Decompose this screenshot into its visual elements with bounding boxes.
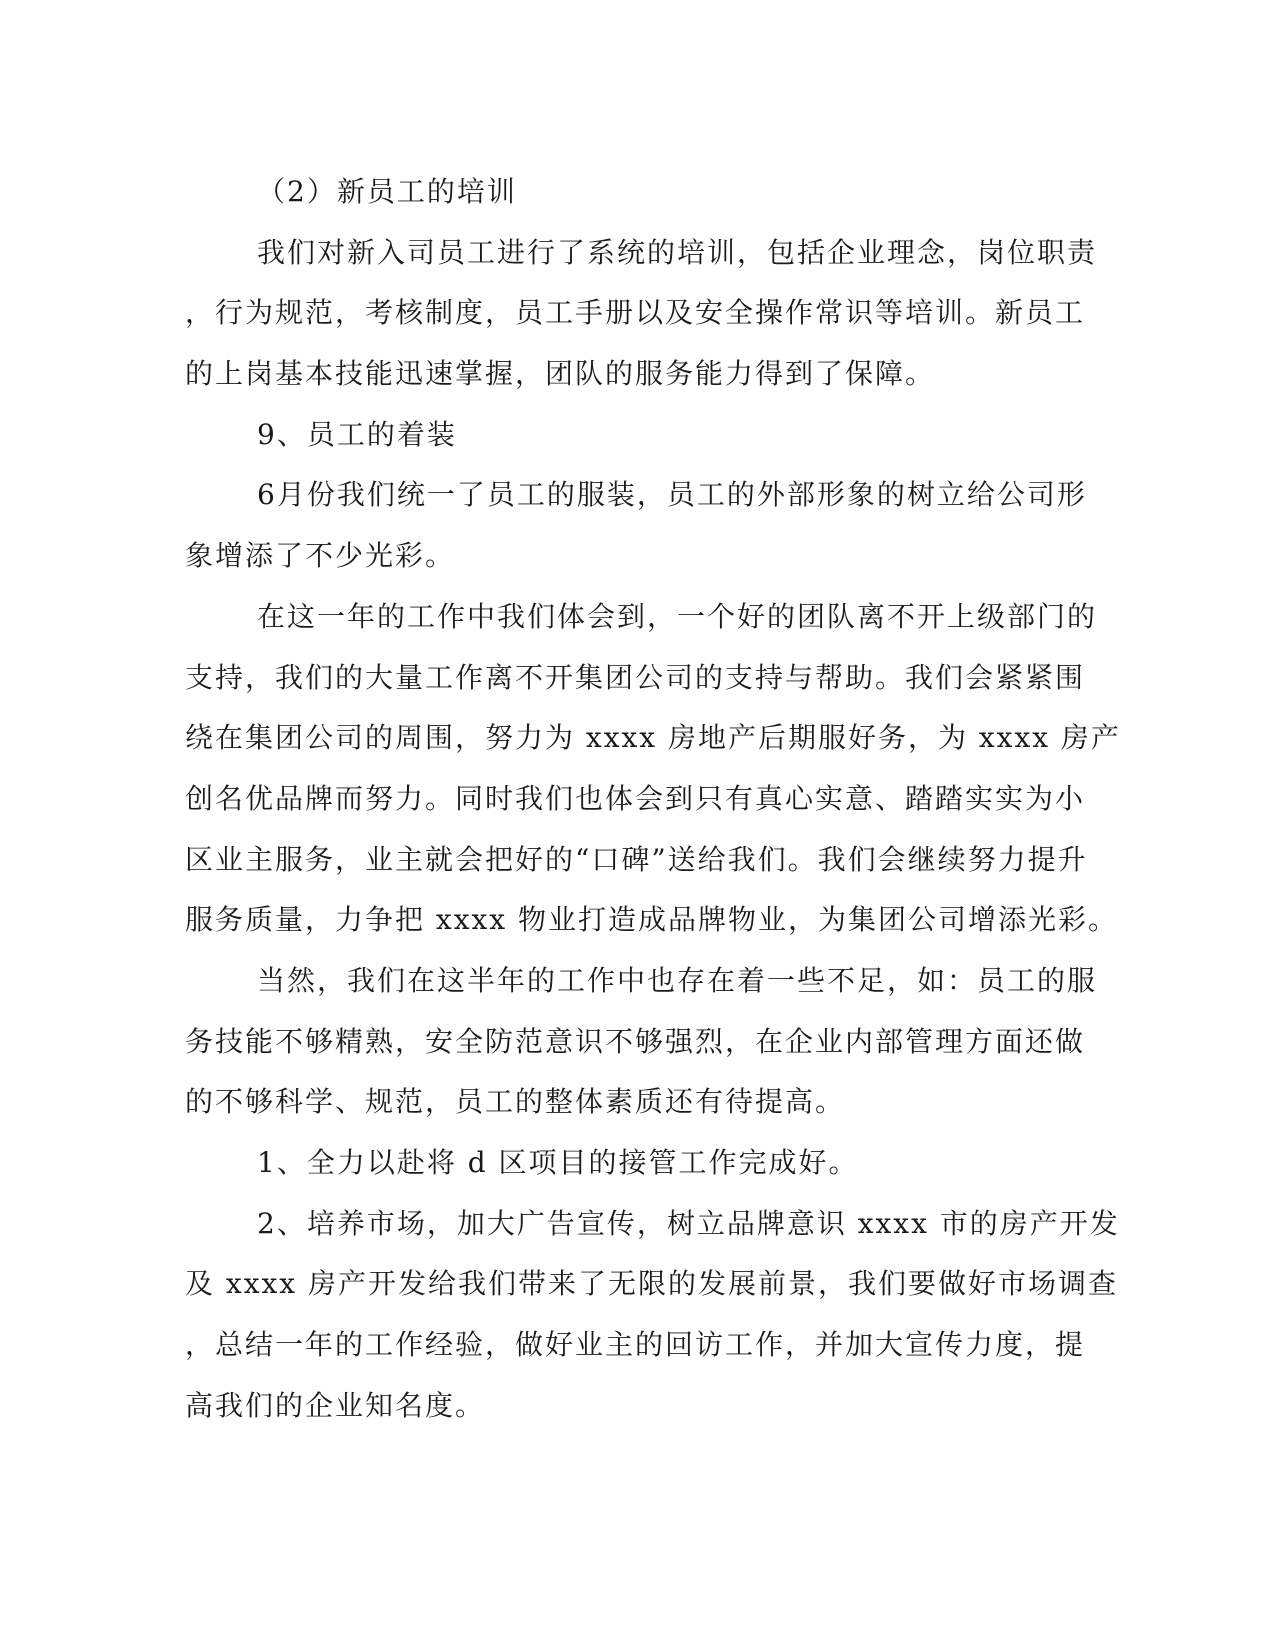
paragraph-line: 我们对新入司员工进行了系统的培训，包括企业理念，岗位职责	[257, 235, 1098, 269]
section-heading: （2）新员工的培训	[257, 175, 517, 208]
paragraph-line: ，总结一年的工作经验，做好业主的回访工作，并加大宣传力度，提	[185, 1328, 1086, 1362]
paragraph-line: 的上岗基本技能迅速掌握，团队的服务能力得到了保障。	[185, 357, 936, 391]
paragraph-line: 在这一年的工作中我们体会到，一个好的团队离不开上级部门的	[257, 599, 1098, 633]
paragraph-line: 象增添了不少光彩。	[185, 539, 456, 573]
section-heading: 9、员工的着装	[257, 417, 457, 451]
paragraph-line: 创名优品牌而努力。同时我们也体会到只有真心实意、踏踏实实为小	[185, 781, 1086, 815]
document-body	[185, 162, 1121, 1436]
paragraph-line: 及 xxxx 房产开发给我们带来了无限的发展前景，我们要做好市场调查	[185, 1267, 1118, 1301]
paragraph-line: 服务质量，力争把 xxxx 物业打造成品牌物业，为集团公司增添光彩。	[185, 903, 1118, 937]
list-item: 1、全力以赴将 d 区项目的接管工作完成好。	[257, 1146, 859, 1179]
paragraph-line: 当然，我们在这半年的工作中也存在着一些不足，如：员工的服	[257, 963, 1098, 997]
paragraph-line: 绕在集团公司的周围，努力为 xxxx 房地产后期服好务，为 xxxx 房产	[185, 721, 1121, 755]
paragraph-line: 支持，我们的大量工作离不开集团公司的支持与帮助。我们会紧紧围	[185, 660, 1086, 694]
paragraph-line: 务技能不够精熟，安全防范意识不够强烈，在企业内部管理方面还做	[185, 1024, 1086, 1058]
paragraph-line: 高我们的企业知名度。	[185, 1388, 486, 1422]
paragraph-line: ，行为规范，考核制度，员工手册以及安全操作常识等培训。新员工	[185, 296, 1086, 330]
paragraph-line: 的不够科学、规范，员工的整体素质还有待提高。	[185, 1085, 846, 1119]
paragraph-line: 6月份我们统一了员工的服装，员工的外部形象的树立给公司形	[257, 478, 1087, 512]
paragraph-line: 区业主服务，业主就会把好的“口碑”送给我们。我们会继续努力提升	[185, 842, 1088, 876]
list-item: 2、培养市场，加大广告宣传，树立品牌意识 xxxx 市的房产开发	[257, 1206, 1120, 1240]
